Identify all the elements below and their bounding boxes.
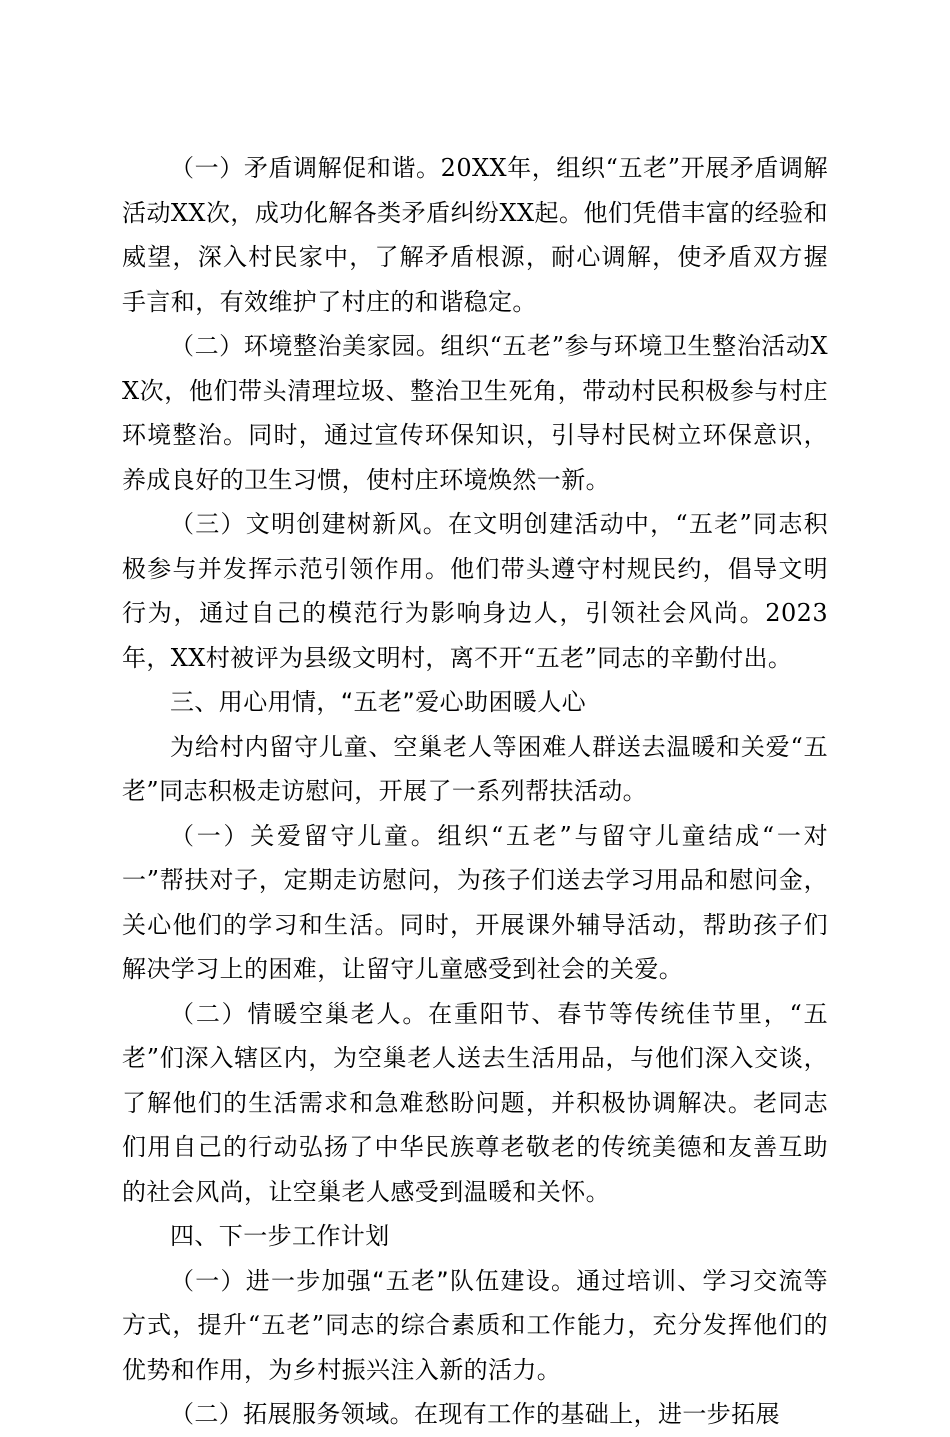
paragraph-lead: （一）关爱留守儿童。 <box>170 821 438 850</box>
paragraph-civilization-building <box>122 502 828 680</box>
paragraph-environment-improvement <box>122 324 828 502</box>
paragraph-text: 组织“五老”参与环境卫生整治活动XX次，他们带头清理垃圾、整治卫生死角，带动村民积极参与村庄环境整治。同时，通过宣传环保知识，引导村民树立环保意识，养成良好的卫生习惯，使村庄环境焕然一新。 <box>122 332 828 494</box>
paragraph-team-building <box>122 1259 828 1393</box>
paragraph-text: 通过培训、学习交流等方式，提升“五老”同志的综合素质和工作能力，充分发挥他们的优势和作用，为乡村振兴注入新的活力。 <box>122 1266 828 1384</box>
paragraph-conflict-mediation <box>122 146 828 324</box>
paragraph-lead: （三）文明创建树新风。 <box>170 510 448 538</box>
section-heading-four: 四、下一步工作计划 <box>170 1222 390 1250</box>
paragraph-lead: （一）矛盾调解促和谐。 <box>170 154 441 182</box>
section-heading-three: 三、用心用情，“五老”爱心助困暖人心 <box>170 688 587 716</box>
paragraph-text: 在重阳节、春节等传统佳节里，“五老”们深入辖区内，为空巢老人送去生活用品，与他们深入交谈，了解他们的生活需求和急难愁盼问题，并积极协调解决。老同志们用自己的行动弘扬了中华民族尊老敬老的传统美德和友善互助的社会风尚，让空巢老人感受到温暖和关怀。 <box>122 999 829 1206</box>
paragraph-text: 20XX年，组织“五老”开展矛盾调解活动XX次，成功化解各类矛盾纠纷XX起。他们凭借丰富的经验和威望，深入村民家中，了解矛盾根源，耐心调解，使矛盾双方握手言和，有效维护了村庄的和谐稳定。 <box>122 154 828 316</box>
paragraph-lead: （二）拓展服务领域。 <box>170 1400 414 1428</box>
paragraph-empty-nest-elderly <box>122 992 828 1215</box>
paragraph-section-three-intro <box>122 725 828 814</box>
paragraph-lead: （一）进一步加强“五老”队伍建设。 <box>170 1266 577 1295</box>
paragraph-expand-services <box>122 1392 828 1437</box>
paragraph-left-behind-children <box>122 814 828 992</box>
paragraph-text: 组织“五老”与留守儿童结成“一对一”帮扶对子，定期走访慰问，为孩子们送去学习用品和慰问金，关心他们的学习和生活。同时，开展课外辅导活动，帮助孩子们解决学习上的困难，让留守儿童感受到社会的关爱。 <box>122 821 828 983</box>
paragraph-text: 在文明创建活动中，“五老”同志积极参与并发挥示范引领作用。他们带头遵守村规民约，倡导文明行为，通过自己的模范行为影响身边人，引领社会风尚。2023年，XX村被评为县级文明村，离不开“五老”同志的辛勤付出。 <box>122 510 828 672</box>
paragraph-lead: （二）环境整治美家园。 <box>170 332 441 360</box>
paragraph-text: 为给村内留守儿童、空巢老人等困难人群送去温暖和关爱“五老”同志积极走访慰问，开展了一系列帮扶活动。 <box>122 732 828 805</box>
paragraph-text: 在现有工作的基础上，进一步拓展 <box>414 1400 780 1428</box>
paragraph-lead: （二）情暖空巢老人。 <box>170 999 429 1028</box>
document-body <box>122 146 828 1437</box>
